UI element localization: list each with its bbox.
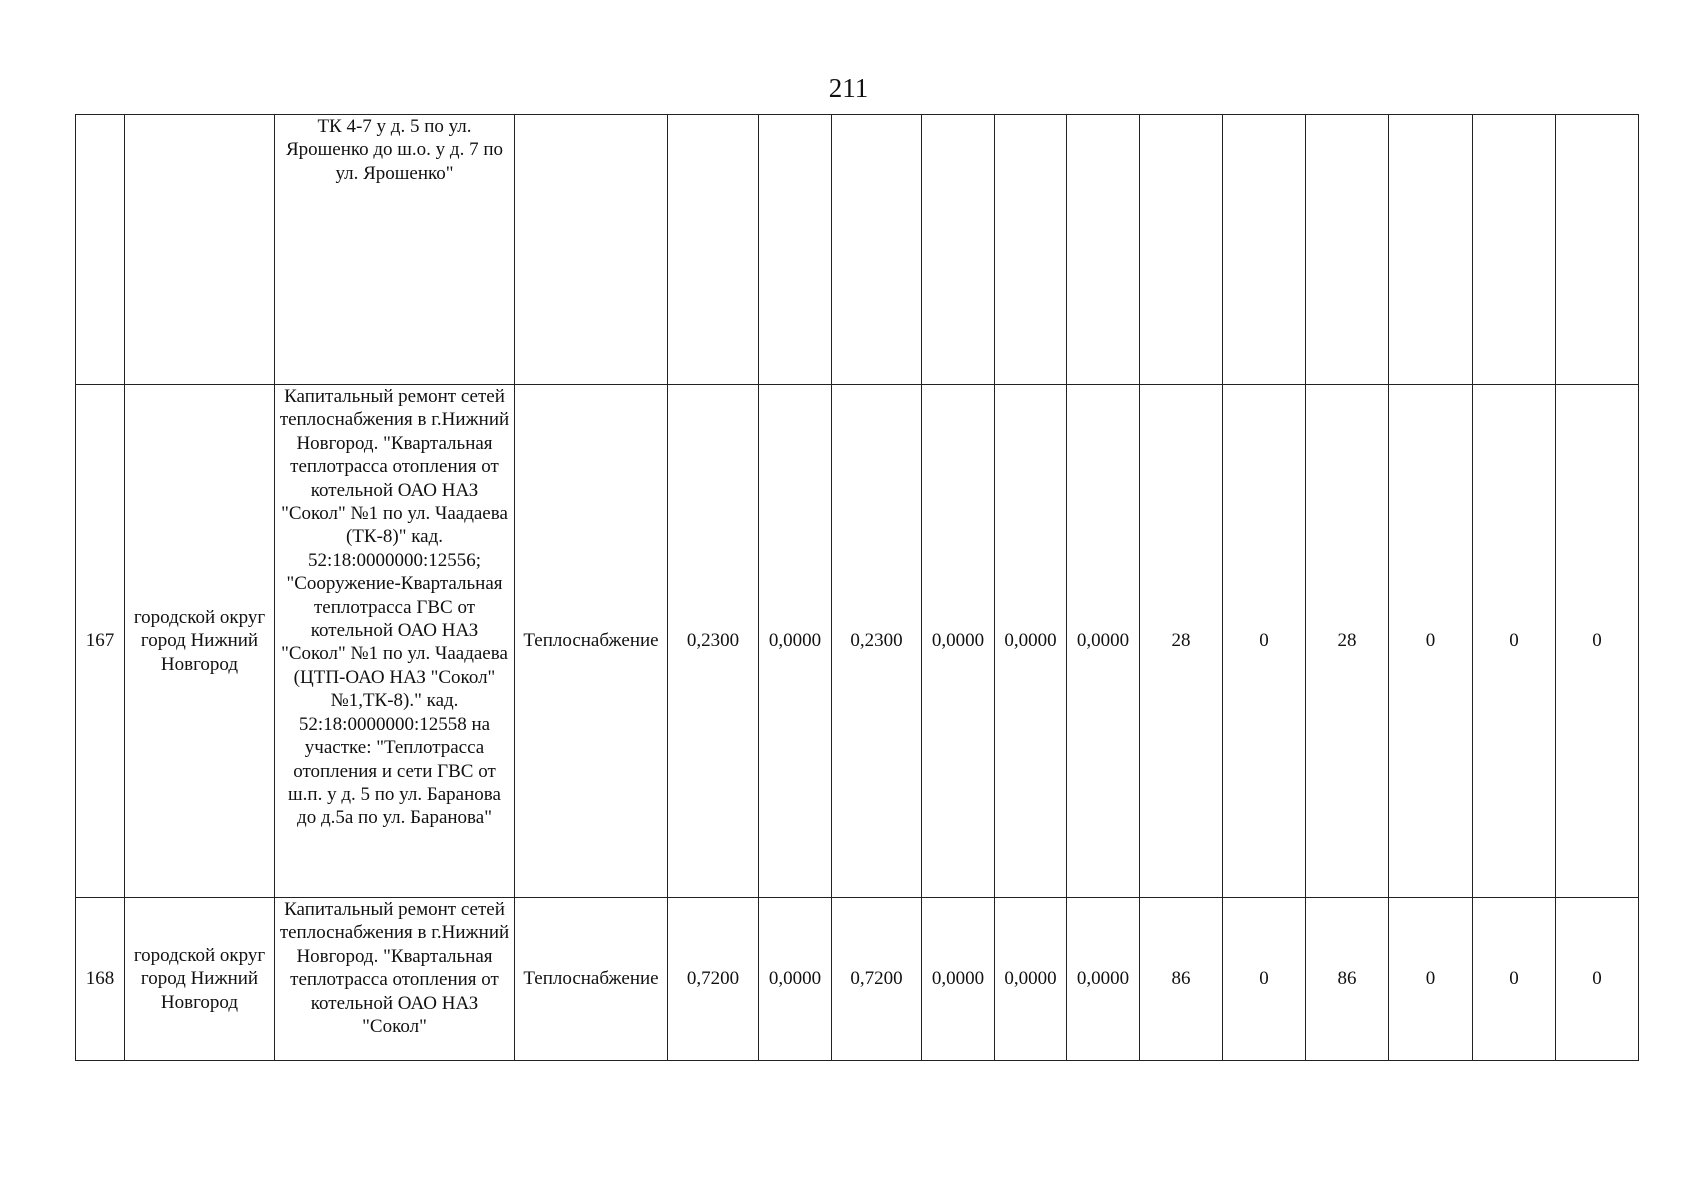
page-number: 211	[828, 73, 869, 103]
cell-description: ТК 4-7 у д. 5 по ул. Ярошенко до ш.о. у д. 7 по ул. Ярошенко"	[275, 115, 515, 385]
cell-value: 0,0000	[759, 385, 832, 898]
cell-service-type: Теплоснабжение	[515, 385, 668, 898]
cell-value	[1556, 115, 1639, 385]
cell-municipality: городской округ город Нижний Новгород	[125, 385, 275, 898]
program-table	[75, 114, 1639, 1061]
table-row	[76, 385, 1639, 898]
cell-value: 0	[1556, 385, 1639, 898]
cell-value	[1473, 115, 1556, 385]
cell-value	[922, 115, 995, 385]
cell-value: 0,0000	[995, 898, 1067, 1061]
cell-value: 86	[1306, 898, 1389, 1061]
cell-value	[995, 115, 1067, 385]
cell-value: 28	[1306, 385, 1389, 898]
cell-number: 168	[76, 898, 125, 1061]
cell-value	[759, 115, 832, 385]
cell-value: 0	[1556, 898, 1639, 1061]
cell-value: 0,0000	[1067, 385, 1140, 898]
cell-value: 0	[1389, 385, 1473, 898]
cell-number	[76, 115, 125, 385]
cell-value: 0,7200	[668, 898, 759, 1061]
cell-value	[1306, 115, 1389, 385]
cell-value: 0	[1223, 385, 1306, 898]
cell-service-type	[515, 115, 668, 385]
cell-value	[1140, 115, 1223, 385]
cell-value: 86	[1140, 898, 1223, 1061]
cell-service-type: Теплоснабжение	[515, 898, 668, 1061]
cell-value: 0	[1389, 898, 1473, 1061]
cell-value: 0,0000	[922, 898, 995, 1061]
cell-value: 0	[1223, 898, 1306, 1061]
cell-value: 0,0000	[995, 385, 1067, 898]
table-row	[76, 898, 1639, 1061]
cell-value	[1067, 115, 1140, 385]
table-body	[76, 115, 1639, 1061]
cell-value: 0,0000	[922, 385, 995, 898]
cell-value: 28	[1140, 385, 1223, 898]
cell-municipality	[125, 115, 275, 385]
cell-description: Капитальный ремонт сетей теплоснабжения в г.Нижний Новгород. "Квартальная теплотрасса отопления от котельной ОАО НАЗ "Сокол"	[275, 898, 515, 1061]
cell-value: 0	[1473, 898, 1556, 1061]
cell-description: Капитальный ремонт сетей теплоснабжения в г.Нижний Новгород. "Квартальная теплотрасса отопления от котельной ОАО НАЗ "Сокол" №1 по ул. Чаадаева (ТК-8)" кад. 52:18:0000000:12556; "Сооружение-Квартальная теплотрасса ГВС от котельной ОАО НАЗ "Сокол" №1 по ул. Чаадаева (ЦТП-ОАО НАЗ "Сокол" №1,ТК-8)." кад. 52:18:0000000:12558 на участке: "Теплотрасса отопления и сети ГВС от ш.п. у д. 5 по ул. Баранова до д.5а по ул. Баранова"	[275, 385, 515, 898]
table-row	[76, 115, 1639, 385]
cell-value	[1223, 115, 1306, 385]
cell-value: 0,0000	[759, 898, 832, 1061]
cell-value	[668, 115, 759, 385]
cell-value: 0,7200	[832, 898, 922, 1061]
cell-value: 0,2300	[668, 385, 759, 898]
cell-value: 0,2300	[832, 385, 922, 898]
cell-value	[1389, 115, 1473, 385]
cell-value	[832, 115, 922, 385]
cell-value: 0	[1473, 385, 1556, 898]
cell-value: 0,0000	[1067, 898, 1140, 1061]
cell-number: 167	[76, 385, 125, 898]
cell-municipality: городской округ город Нижний Новгород	[125, 898, 275, 1061]
